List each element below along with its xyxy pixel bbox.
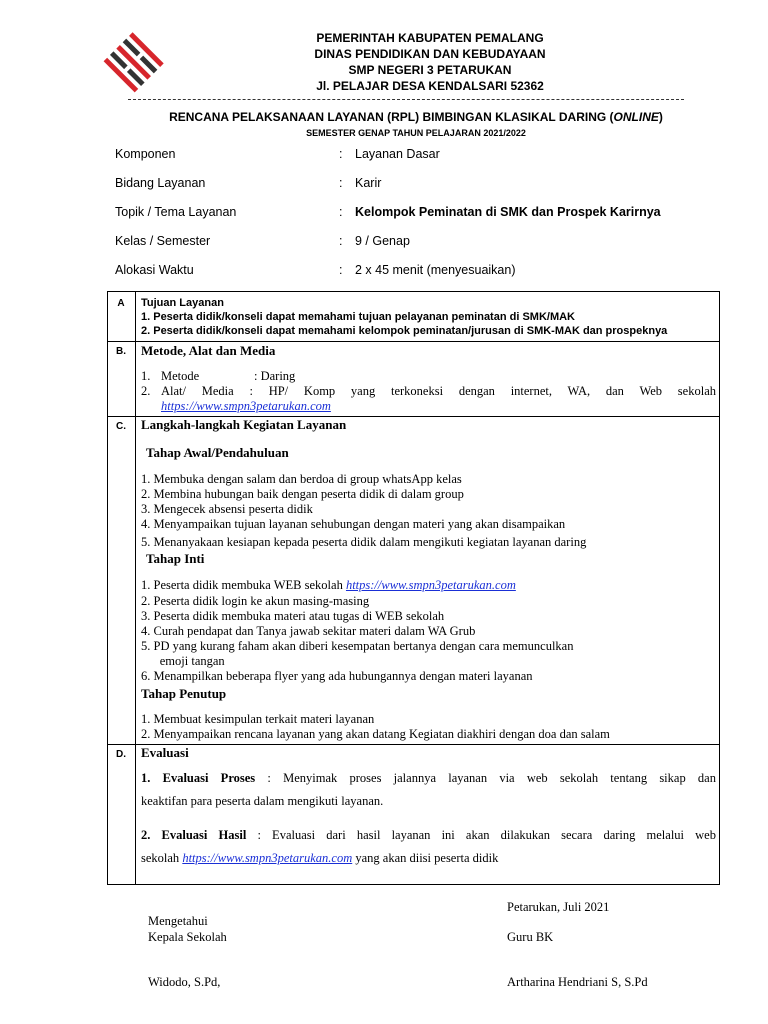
list-item: 1. Membuka dengan salam dan berdoa di group whatsApp kelas xyxy=(141,472,462,486)
section-b-title: Metode, Alat dan Media xyxy=(141,343,276,358)
list-item: 6. Menampilkan beberapa flyer yang ada hubungannya dengan materi layanan xyxy=(141,669,533,683)
section-a-item: 1. Peserta didik/konseli dapat memahami tujuan pelayanan peminatan di SMK/MAK xyxy=(141,311,576,323)
signature-left-name: Widodo, S.Pd, xyxy=(148,975,221,989)
meta-row-bidang: Bidang Layanan : Karir xyxy=(115,176,382,190)
section-c-letter: C. xyxy=(116,421,126,432)
list-item: 1. Membuat kesimpulan terkait materi layanan xyxy=(141,712,375,726)
table-column-divider xyxy=(135,291,136,885)
list-item: 4. Menyampaikan tujuan layanan sehubungan dengan materi yang akan disampaikan xyxy=(141,517,566,531)
row-divider-c xyxy=(107,744,720,745)
tahap-awal-title: Tahap Awal/Pendahuluan xyxy=(146,445,289,460)
evaluasi-proses: 1. Evaluasi Proses : Menyimak proses jalannya layanan via web sekolah tentang sikap dan xyxy=(141,771,716,785)
signature-right-name: Artharina Hendriani S, S.Pd xyxy=(507,975,648,989)
row-divider-a xyxy=(107,341,720,342)
list-item: 3. Peserta didik membuka materi atau tugas di WEB sekolah xyxy=(141,609,445,623)
evaluasi-hasil-cont: sekolah https://www.smpn3petarukan.com yang akan diisi peserta didik xyxy=(141,851,499,865)
section-a-title: Tujuan Layanan xyxy=(141,297,224,309)
section-a-letter: A xyxy=(117,298,125,309)
list-item: 4. Curah pendapat dan Tanya jawab sekitar materi dalam WA Grub xyxy=(141,624,476,638)
section-d-title: Evaluasi xyxy=(141,745,189,760)
school-web-link[interactable]: https://www.smpn3petarukan.com xyxy=(345,578,516,592)
meta-row-kelas: Kelas / Semester : 9 / Genap xyxy=(115,234,410,248)
tahap-inti-title: Tahap Inti xyxy=(146,551,205,566)
evaluasi-hasil: 2. Evaluasi Hasil : Evaluasi dari hasil layanan ini akan dilakukan secara daring melalui web xyxy=(141,828,716,842)
section-c-title: Langkah-langkah Kegiatan Layanan xyxy=(141,417,347,432)
document-title: RENCANA PELAKSANAAN LAYANAN (RPL) BIMBINGAN KLASIKAL DARING (ONLINE) xyxy=(169,110,663,124)
section-d-letter: D. xyxy=(116,749,126,760)
section-b-item-alat: Alat/ Media : HP/ Komp yang terkoneksi dengan internet, WA, dan Web sekolah xyxy=(161,384,716,398)
meta-row-komponen: Komponen : Layanan Dasar xyxy=(115,147,440,161)
header-school: SMP NEGERI 3 PETARUKAN xyxy=(348,63,512,77)
section-a-item: 2. Peserta didik/konseli dapat memahami kelompok peminatan/jurusan di SMK-MAK dan prospeknya xyxy=(141,325,668,337)
header-divider xyxy=(128,99,684,100)
header-department: DINAS PENDIDIKAN DAN KEBUDAYAAN xyxy=(314,47,546,61)
list-item: 2. Membina hubungan baik dengan peserta didik di dalam group xyxy=(141,487,464,501)
section-b-item-num: 2. xyxy=(141,384,151,398)
tahap-penutup-title: Tahap Penutup xyxy=(141,686,227,701)
list-item: 5. PD yang kurang faham akan diberi kesempatan bertanya dengan cara memunculkan xyxy=(141,639,574,653)
place-date: Petarukan, Juli 2021 xyxy=(507,900,610,914)
document-semester: SEMESTER GENAP TAHUN PELAJARAN 2021/2022 xyxy=(306,128,526,138)
evaluasi-proses-cont: keaktifan para peserta dalam mengikuti layanan. xyxy=(141,794,384,808)
list-item: 5. Menanyakaan kesiapan kepada peserta didik dalam mengikuti kegiatan layanan daring xyxy=(141,535,587,549)
signature-left-role: Kepala Sekolah xyxy=(148,930,227,944)
list-item: emoji tangan xyxy=(141,654,225,668)
meta-row-alokasi: Alokasi Waktu : 2 x 45 menit (menyesuaikan) xyxy=(115,263,516,277)
list-item: 3. Mengecek absensi peserta didik xyxy=(141,502,313,516)
signature-left-label: Mengetahui xyxy=(148,914,208,928)
section-b-letter: B. xyxy=(116,346,126,357)
school-web-link[interactable]: https://www.smpn3petarukan.com xyxy=(182,851,353,865)
header-government: PEMERINTAH KABUPATEN PEMALANG xyxy=(316,31,544,45)
header-address: Jl. PELAJAR DESA KENDALSARI 52362 xyxy=(316,79,544,93)
school-web-link[interactable]: https://www.smpn3petarukan.com xyxy=(161,399,331,413)
meta-row-topik: Topik / Tema Layanan : Kelompok Peminatan di SMK dan Prospek Karirnya xyxy=(115,205,661,219)
list-item: 1. Peserta didik membuka WEB sekolah https://www.smpn3petarukan.com xyxy=(141,578,516,592)
list-item: 2. Menyampaikan rencana layanan yang akan datang Kegiatan diakhiri dengan doa dan salam xyxy=(141,727,610,741)
list-item: 2. Peserta didik login ke akun masing-masing xyxy=(141,594,370,608)
signature-right-role: Guru BK xyxy=(507,930,554,944)
section-b-item-metode: 1. Metode : Daring xyxy=(141,369,296,383)
